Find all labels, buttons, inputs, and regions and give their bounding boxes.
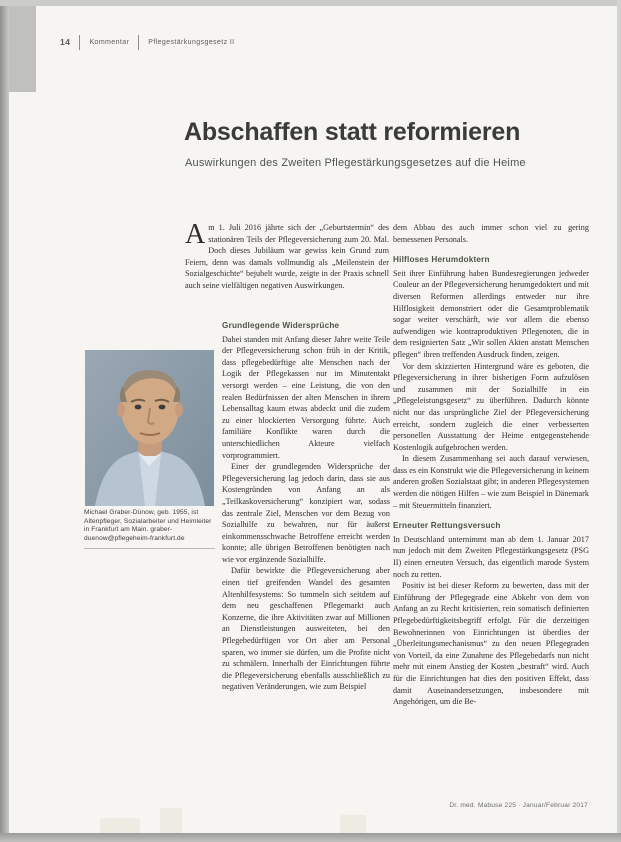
scan-artifact [340,815,366,835]
subheading-grundlegende-widersprueche: Grundlegende Widersprüche [222,321,340,330]
body-paragraph: Einer der grundlegenden Widersprüche der Pflegeversicherung lag jedoch darin, dass sie aus Kostengründen von Anfang an als „Teilkaskoversicherung“ konzipiert war, sodass das zentrale Ziel, Menschen vor dem Bezug von Sozialhilfe zu bewahren, nur für äußerst einkommensschwache Betroffene erreicht werden konnte; alle übrigen Betroffenen benötigten nach wie vor ergänzende Sozialhilfe. [222,462,390,564]
article-column-2 [393,222,589,804]
scan-edge-bottom [0,833,621,842]
article-title: Abschaffen statt reformieren [184,118,521,146]
body-paragraph: Seit ihrer Einführung haben Bundesregierungen jedweder Couleur an der Pflegeversicherung herumgedoktert und mit diversen Reformen allerdings entweder nur ihre Hilflosigkeit demonstriert oder die Gesamtproblematik sogar weiter verschärft, wie vor allem die ebenso aufwendigen wie kontraproduktiven Pflegenoten, die in dem resignierten Satz „Wir sollen Akten anstatt Menschen pflegen“ ihren treffenden Ausdruck finden, zeigen. [393,268,589,359]
subheading-erneuter-rettungsversuch: Erneuter Rettungsversuch [393,521,501,531]
article-column-1 [222,320,390,804]
scan-artifact [160,808,182,834]
body-paragraph: Dabei standen mit Anfang dieser Jahre weite Teile der Pflegeversicherung schon früh in der Kritik, dass pflegebedürftige alte Menschen nach der Logik der Pflegekassen nur im Minutentakt versorgt werden – eine Leistung, die von den realen Bedürfnissen der alten Menschen in ihrem Lebensalltag kaum etwas abdeckt und die zudem zu einer blockierten Versorgung führte. Auch familiäre Konflikte waren durch die unterschiedlichen Akteure vielfach vorprogrammiert. [222,334,390,460]
author-photo [85,350,214,506]
scan-edge-right [617,0,621,842]
body-paragraph: Vor dem skizzierten Hintergrund wäre es geboten, die Pflegeversicherung in ihrer bisherigen Form aufzulösen und zusammen mit der Sozialhilfe in ein „Pflegeleistungsgesetz“ zu überführen. Dadurch könnte nicht nur das ursprüngliche Ziel der Pflegeversicherung erreicht, sondern zugleich die einer verbesserten personellen Ausstattung der Heime entgegenstehende Kostenlogik aufgebrochen werden. [393,361,589,452]
header-divider [79,35,80,50]
author-caption: Michael Graber-Dünow, geb. 1955, ist Altenpfleger, Sozialarbeiter und Heimleiter in Frankfurt am Main. graber-duenow@pflegeheim-frankfurt.de [84,509,215,549]
header-section-label: Kommentar [89,38,130,46]
subheading-hilfloses-herumdoktern: Hilfloses Herumdoktern [393,255,490,265]
author-portrait-illustration [85,350,214,506]
continuation-paragraph: dem Abbau des auch immer schon viel zu gering bemessenen Personals. [393,223,589,244]
body-paragraph: Positiv ist bei dieser Reform zu bewerten, dass mit der Einführung der Pflegegrade eine Abkehr von dem von Anfang an zu Recht kritisierten, rein somatisch definierten Pflegebedürftigkeitsbegriff erfolgt. Für die derzeitigen Bewohnerinnen von Einrichtungen ist überdies der „Überleitungsmechanismus“ zu den neuen Pflegegraden von Vorteil, da eine Zunahme des Pflegebedarfs nun nicht mehr mit einem Anstieg der Kosten „bestraft“ wird. Auch für die Einrichtungen hat dies den positiven Effekt, dass damit Auseinandersetzungen, insbesondere mit Angehörigen, um die Be- [393,581,589,707]
journal-footer: Dr. med. Mabuse 225 · Januar/Februar 2017 [449,802,588,809]
article-subtitle: Auswirkungen des Zweiten Pflegestärkungsgesetzes auf die Heime [185,157,526,169]
page-number: 14 [60,37,71,47]
intro-paragraph [185,222,389,322]
scan-edge-top [0,0,621,6]
body-paragraph: Dafür bewirkte die Pflegeversicherung aber einen tief greifenden Wandel des gesamten Altenhilfesystems: So tummeln sich seitdem auf dem neu geschaffenen Pflegemarkt auch Konzerne, die ihre Aktivitäten zwar auf Millionen an Dienstleistungen ausweiteten, bei den Pflegebedürftigen vor Ort aber am Personal sparen, wo immer sie dürfen, um die Profite nicht zu schmälern. Innerhalb der Einrichtungen führte die Pflegeversicherung ebenfalls ausschließlich zu negativen Veränderungen, wie zum Beispiel [222,566,390,692]
body-paragraph: In Deutschland unternimmt man ab dem 1. Januar 2017 nun jedoch mit dem Zweiten Pflegestärkungsgesetz (PSG II) einen erneuten Versuch, das eigentlich marode System noch zu retten. [393,534,589,579]
header-divider [138,35,139,50]
drop-cap: A [185,222,206,250]
page-header [60,33,235,51]
scan-edge-left [0,0,9,842]
body-paragraph: In diesem Zusammenhang sei auch darauf verwiesen, dass es ein Konstrukt wie die Pflegeversicherung in keinem anderen großen Sozialstaat gibt; in anderen Pflegesystemen werden die nötigen Hilfen – wie zum Beispiel in Dänemark – mit Steuermitteln finanziert. [393,454,589,510]
header-topic-label: Pflegestärkungsgesetz II [148,38,235,46]
intro-text: m 1. Juli 2016 jährte sich der „Geburtstermin“ des stationären Teils der Pflegeversicherung zum 20. Mal. Doch dieses Jubiläum war gewiss kein Grund zum Feiern, denn was damals vollmundig als „Meilenstein der Sozialgeschichte“ bejubelt wurde, zeigte in der Praxis schnell auch seine vielfältigen negativen Auswirkungen. [185,223,389,290]
